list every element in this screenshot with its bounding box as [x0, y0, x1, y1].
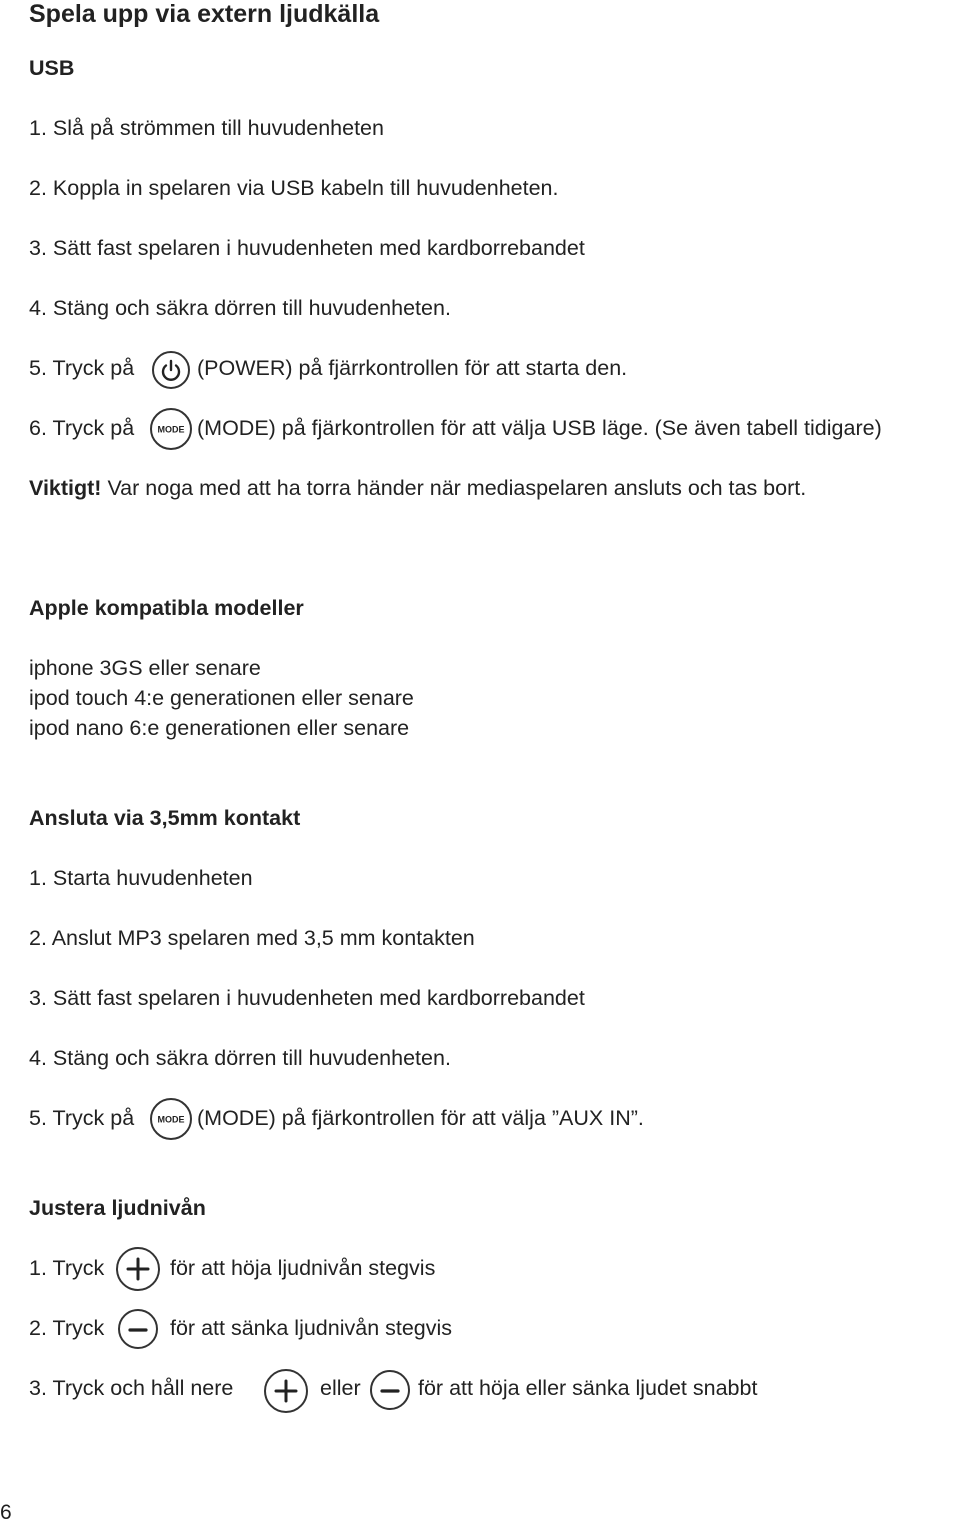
- volume-step-3-middle: eller: [320, 1376, 361, 1400]
- aux-step-4: 4. Stäng och säkra dörren till huvudenheten.: [29, 1046, 451, 1070]
- important-text: Var noga med att ha torra händer när mediaspelaren ansluts och tas bort.: [101, 476, 807, 500]
- usb-step-6-suffix: (MODE) på fjärkontrollen för att välja USB läge. (Se även tabell tidigare): [197, 416, 882, 440]
- usb-step-3: 3. Sätt fast spelaren i huvudenheten med kardborrebandet: [29, 236, 585, 260]
- minus-icon: [117, 1308, 159, 1350]
- aux-step-2: 2. Anslut MP3 spelaren med 3,5 mm kontakten: [29, 926, 475, 950]
- apple-model-3: ipod nano 6:e generationen eller senare: [29, 716, 410, 740]
- volume-step-3: [29, 1374, 929, 1404]
- volume-step-3-prefix: 3. Tryck och håll nere: [29, 1376, 234, 1400]
- minus-icon: [369, 1369, 411, 1411]
- plus-icon: [115, 1246, 161, 1292]
- aux-step-5: [29, 1104, 929, 1134]
- aux-step-5-suffix: (MODE) på fjärkontrollen för att välja ”AUX IN”.: [197, 1106, 644, 1130]
- volume-step-2-prefix: 2. Tryck: [29, 1316, 105, 1340]
- usb-step-5-prefix: 5. Tryck på: [29, 356, 135, 380]
- usb-step-4: 4. Stäng och säkra dörren till huvudenheten.: [29, 296, 451, 320]
- aux-step-1: 1. Starta huvudenheten: [29, 866, 253, 890]
- plus-icon: [263, 1368, 309, 1414]
- important-label: Viktigt!: [29, 476, 102, 500]
- page-number: 6: [0, 1501, 12, 1524]
- volume-step-1-suffix: för att höja ljudnivån stegvis: [170, 1256, 436, 1280]
- volume-heading: Justera ljudnivån: [29, 1196, 206, 1220]
- important-note: [29, 474, 806, 502]
- power-icon: [149, 350, 193, 390]
- volume-step-2: [29, 1314, 929, 1344]
- usb-step-6-prefix: 6. Tryck på: [29, 416, 135, 440]
- usb-step-5: [29, 354, 929, 384]
- usb-step-6: [29, 414, 959, 444]
- page-title: Spela upp via extern ljudkälla: [29, 0, 380, 28]
- apple-model-2: ipod touch 4:e generationen eller senare: [29, 686, 414, 710]
- usb-step-5-suffix: (POWER) på fjärrkontrollen för att starta den.: [197, 356, 628, 380]
- aux-step-5-prefix: 5. Tryck på: [29, 1106, 135, 1130]
- usb-step-2: 2. Koppla in spelaren via USB kabeln till huvudenheten.: [29, 176, 559, 200]
- mode-button-icon: [147, 407, 195, 451]
- volume-step-1: [29, 1254, 929, 1284]
- volume-step-3-suffix: för att höja eller sänka ljudet snabbt: [418, 1376, 758, 1400]
- apple-model-1: iphone 3GS eller senare: [29, 656, 261, 680]
- volume-step-1-prefix: 1. Tryck: [29, 1256, 105, 1280]
- aux-step-3: 3. Sätt fast spelaren i huvudenheten med kardborrebandet: [29, 986, 585, 1010]
- mode-icon-label: MODE: [157, 424, 185, 435]
- aux-heading: Ansluta via 3,5mm kontakt: [29, 806, 301, 830]
- volume-step-2-suffix: för att sänka ljudnivån stegvis: [170, 1316, 453, 1340]
- usb-step-1: 1. Slå på strömmen till huvudenheten: [29, 116, 384, 140]
- mode-button-icon: [147, 1097, 195, 1141]
- apple-heading: Apple kompatibla modeller: [29, 596, 304, 620]
- usb-heading: USB: [29, 56, 75, 80]
- mode-icon-label: MODE: [157, 1114, 185, 1125]
